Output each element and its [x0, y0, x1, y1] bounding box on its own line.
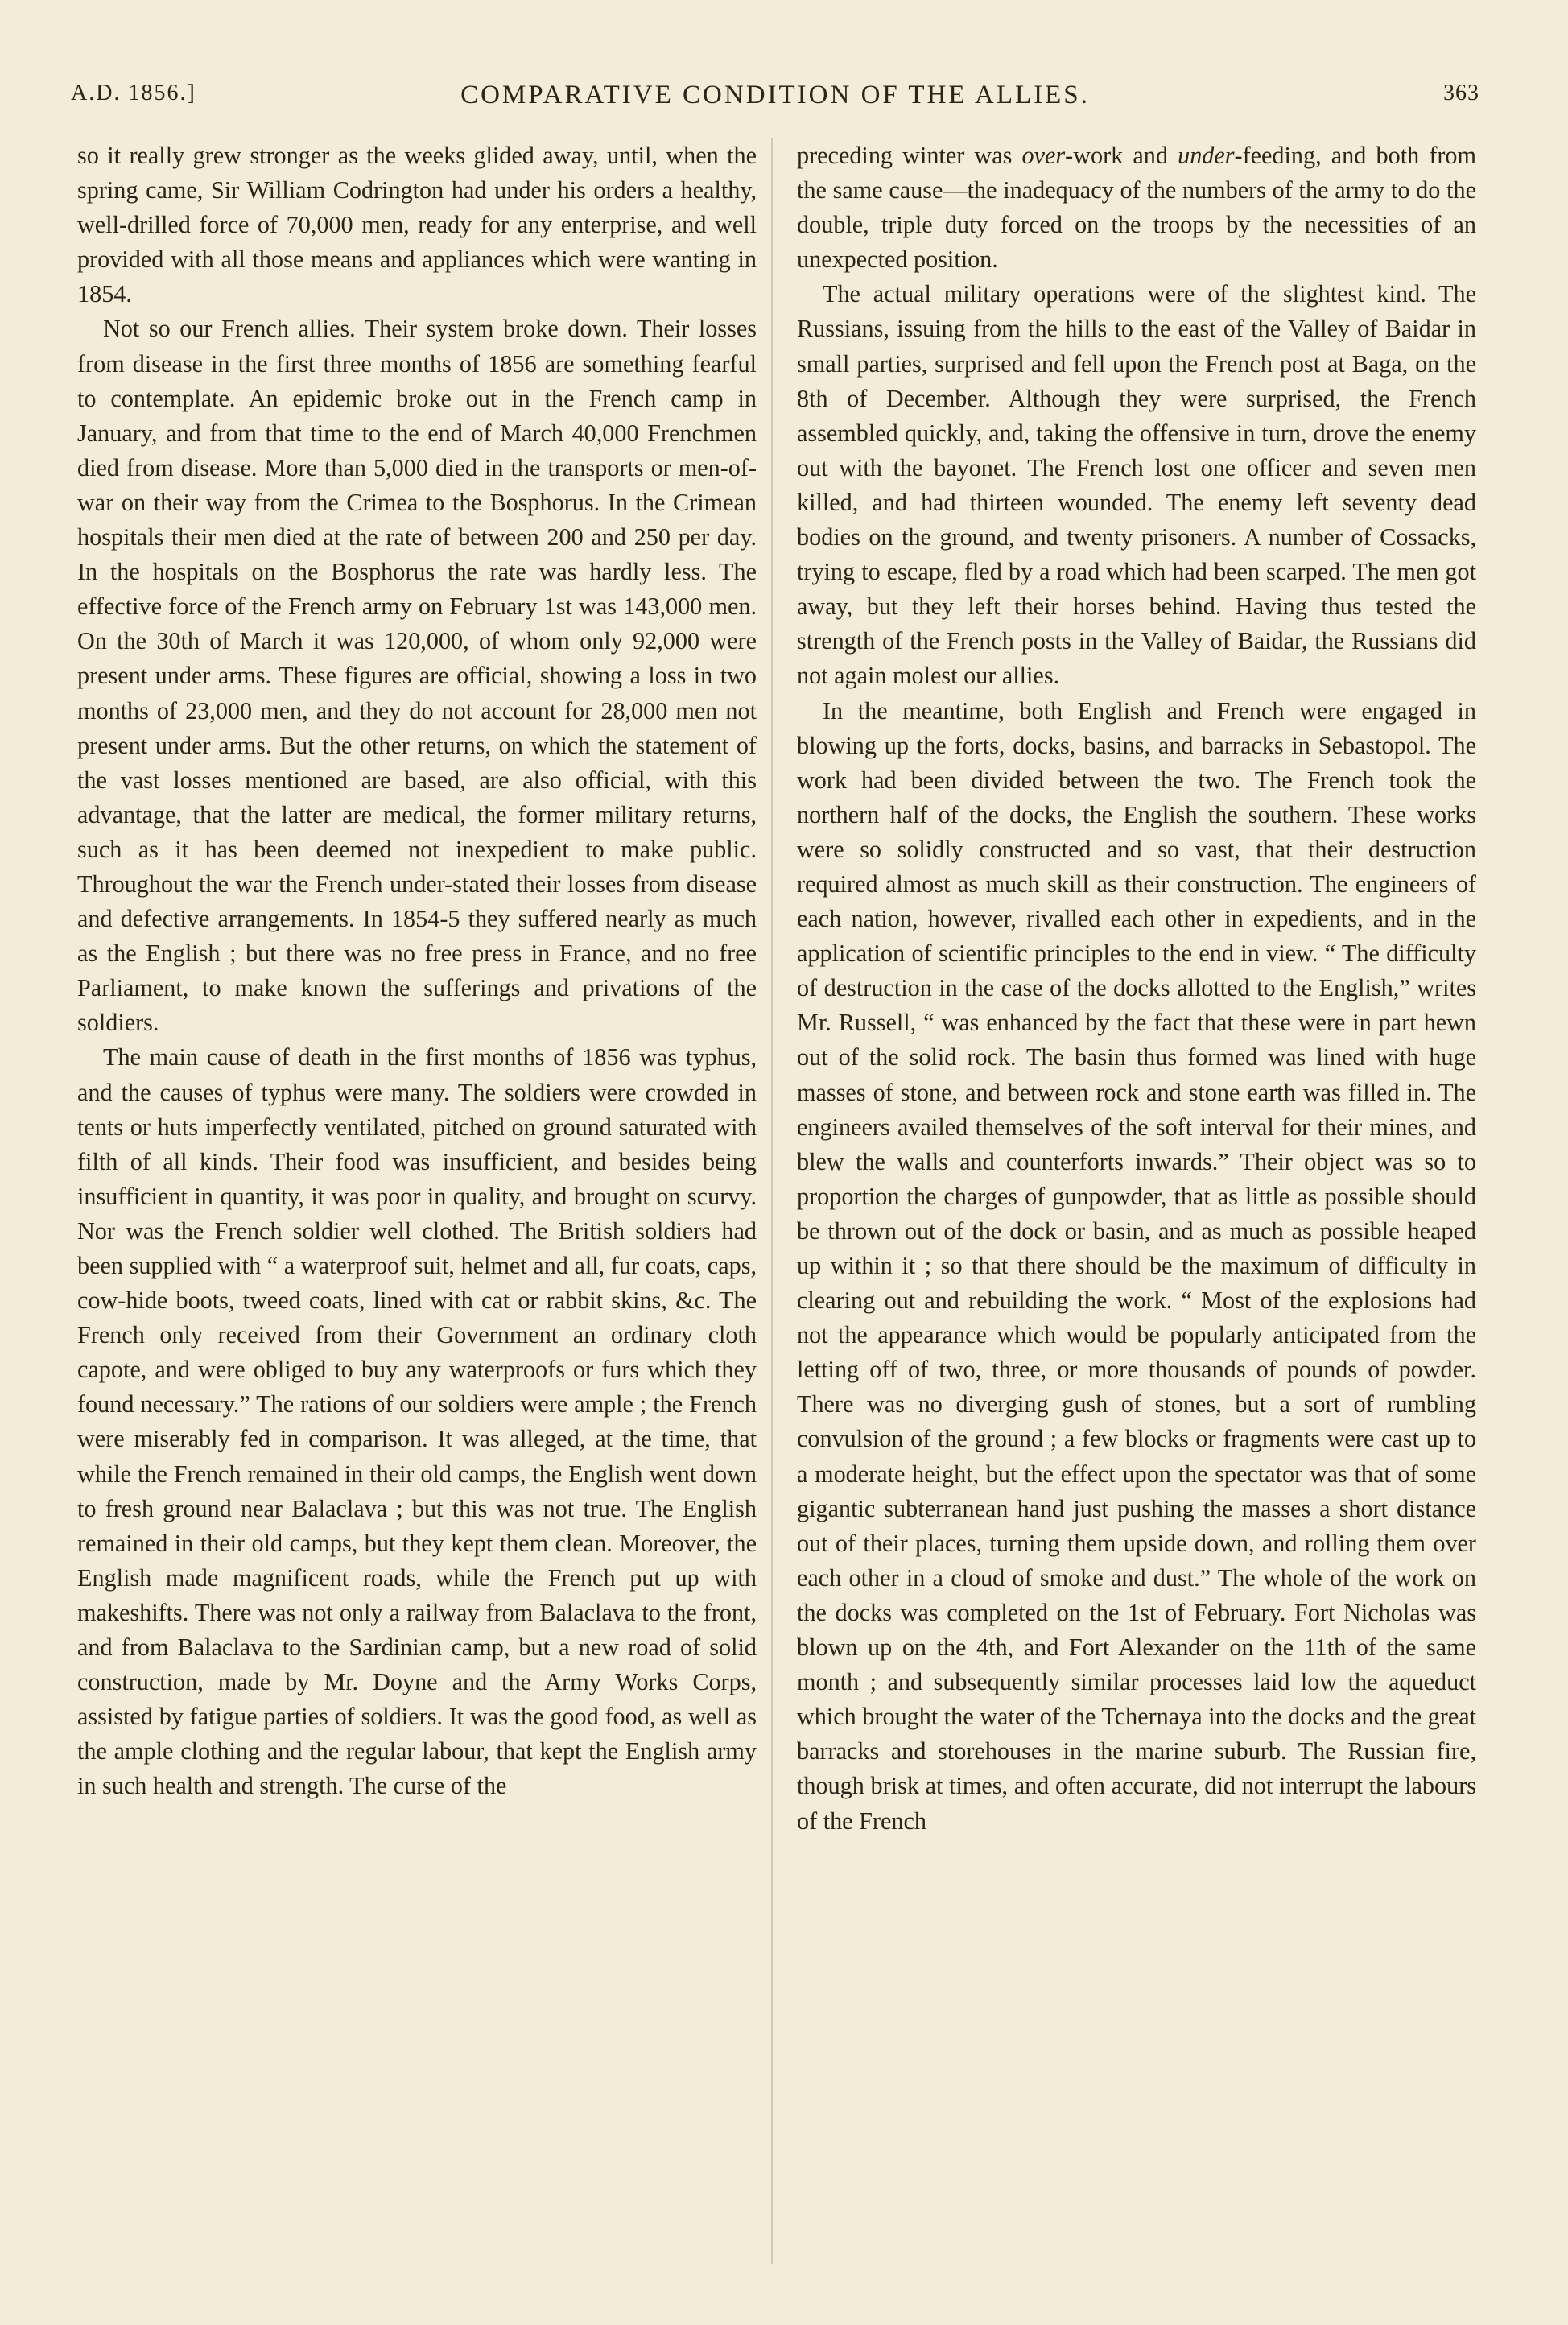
italic-run: over	[1021, 142, 1066, 169]
right-column	[797, 138, 1476, 1839]
paragraph: so it really grew stronger as the weeks glided away, until, when the spring came, Sir William Codrington had under his orders a healthy, well-drilled force of 70,000 men, ready for any enterprise, and well provided with all those means and appliances which were wanting in 1854.	[77, 142, 757, 308]
paragraph: The main cause of death in the first months of 1856 was typhus, and the causes of typhus were many. The soldiers were crowded in tents or huts imperfectly ventilated, pitched on ground saturated with filth of all kinds. Their food was insufficient, and besides being insufficient in quantity, it was poor in quality, and brought on scurvy. Nor was the French soldier well clothed. The British soldiers had been supplied with “ a waterproof suit, helmet and all, fur coats, caps, cow-hide boots, tweed coats, lined with cat or rabbit skins, &c. The French only received from their Government an ordinary cloth capote, and were obliged to buy any waterproofs or furs which they found necessary.” The rations of our soldiers were ample ; the French were miserably fed in comparison. It was alleged, at the time, that while the French remained in their old camps, the English went down to fresh ground near Balaclava ; but this was not true. The English remained in their old camps, but they kept them clean. Moreover, the English made magnificent roads, while the French put up with makeshifts. There was not only a railway from Balaclava to the front, and from Balaclava to the Sardinian camp, but a new road of solid construction, made by Mr. Doyne and the Army Works Corps, assisted by fatigue parties of soldiers. It was the good food, as well as the ample clothing and the regular labour, that kept the English army in such health and strength. The curse of the	[77, 1043, 757, 1800]
page-number: 363	[1443, 81, 1479, 105]
text-run: preceding winter was	[797, 142, 1022, 169]
paragraph: The actual military operations were of the slightest kind. The Russians, issuing from the hills to the east of the Valley of Baidar in small parties, surprised and fell upon the French post at Baga, on the 8th of December. Although they were surprised, the French assembled quickly, and, taking the offensive in turn, drove the enemy out with the bayonet. The French lost one officer and seven men killed, and had thirteen wounded. The enemy left seventy dead bodies on the ground, and twenty prisoners. A number of Cossacks, trying to escape, fled by a road which had been scarped. The men got away, but they left their horses behind. Having thus tested the strength of the French posts in the Valley of Baidar, the Russians did not again molest our allies.	[797, 280, 1476, 690]
text-run: -work and	[1065, 142, 1178, 169]
text-run: -feeding, and both from the same cause—the inadequacy of the numbers of the army to do the double, triple duty forced on the troops by the necessities of an unexpected position.	[797, 142, 1476, 274]
running-head	[71, 81, 1479, 119]
paragraph: In the meantime, both English and French were engaged in blowing up the forts, docks, basins, and barracks in Sebastopol. The work had been divided between the two. The French took the northern half of the docks, the English the southern. These works were so solidly constructed and so vast, that their destruction required almost as much skill as their construction. The engineers of each nation, however, rivalled each other in expedients, and in the application of scientific principles to the end in view. “ The difficulty of destruction in the case of the docks allotted to the English,” writes Mr. Russell, “ was enhanced by the fact that these were in part hewn out of the solid rock. The basin thus formed was lined with huge masses of stone, and between rock and stone earth was filled in. The engineers availed themselves of the soft interval for their mines, and blew the walls and counterforts inwards.” Their object was so to proportion the charges of gunpowder, that as little as possible should be thrown out of the dock or basin, and as much as possible heaped up within it ; so that there should be the maximum of difficulty in clearing out and rebuilding the work. “ Most of the explosions had not the appearance which would be popularly anticipated from the letting off of two, three, or more thousands of pounds of powder. There was no diverging gush of stones, but a sort of rumbling convulsion of the ground ; a few blocks or fragments were cast up to a moderate height, but the effect upon the spectator was that of some gigantic subterranean hand just pushing the masses a short distance out of their places, turning them upside down, and rolling them over each other in a cloud of smoke and dust.” The whole of the work on the docks was completed on the 1st of February. Fort Nicholas was blown up on the 4th, and Fort Alexander on the 11th of the same month ; and subsequently similar processes laid low the aqueduct which brought the water of the Tchernaya into the docks and the great barracks and storehouses in the marine suburb. The Russian fire, though brisk at times, and often accurate, did not interrupt the labours of the French	[797, 696, 1476, 1835]
header-title: COMPARATIVE CONDITION OF THE ALLIES.	[460, 81, 1090, 109]
paragraph	[797, 138, 1476, 277]
column-divider	[771, 138, 773, 2264]
italic-run: under	[1178, 142, 1235, 169]
paragraph: Not so our French allies. Their system broke down. Their losses from disease in the first three months of 1856 are something fearful to contemplate. An epidemic broke out in the French camp in January, and from that time to the end of March 40,000 Frenchmen died from disease. More than 5,000 died in the transports or men-of-war on their way from the Crimea to the Bosphorus. In the Crimean hospitals their men died at the rate of between 200 and 250 per day. In the hospitals on the Bosphorus the rate was hardly less. The effective force of the French army on February 1st was 143,000 men. On the 30th of March it was 120,000, of whom only 92,000 were present under arms. These figures are official, showing a loss in two months of 23,000 men, and they do not account for 28,000 men not present under arms. But the other returns, on which the statement of the vast losses mentioned are based, are also official, with this advantage, that the latter are medical, the former military returns, such as it has been deemed not inexpedient to make public. Throughout the war the French under-stated their losses from disease and defective arrangements. In 1854-5 they suffered nearly as much as the English ; but there was no free press in France, and no free Parliament, to make known the sufferings and privations of the soldiers.	[77, 315, 757, 1037]
header-date: A.D. 1856.]	[71, 81, 196, 105]
left-column	[77, 138, 757, 1804]
